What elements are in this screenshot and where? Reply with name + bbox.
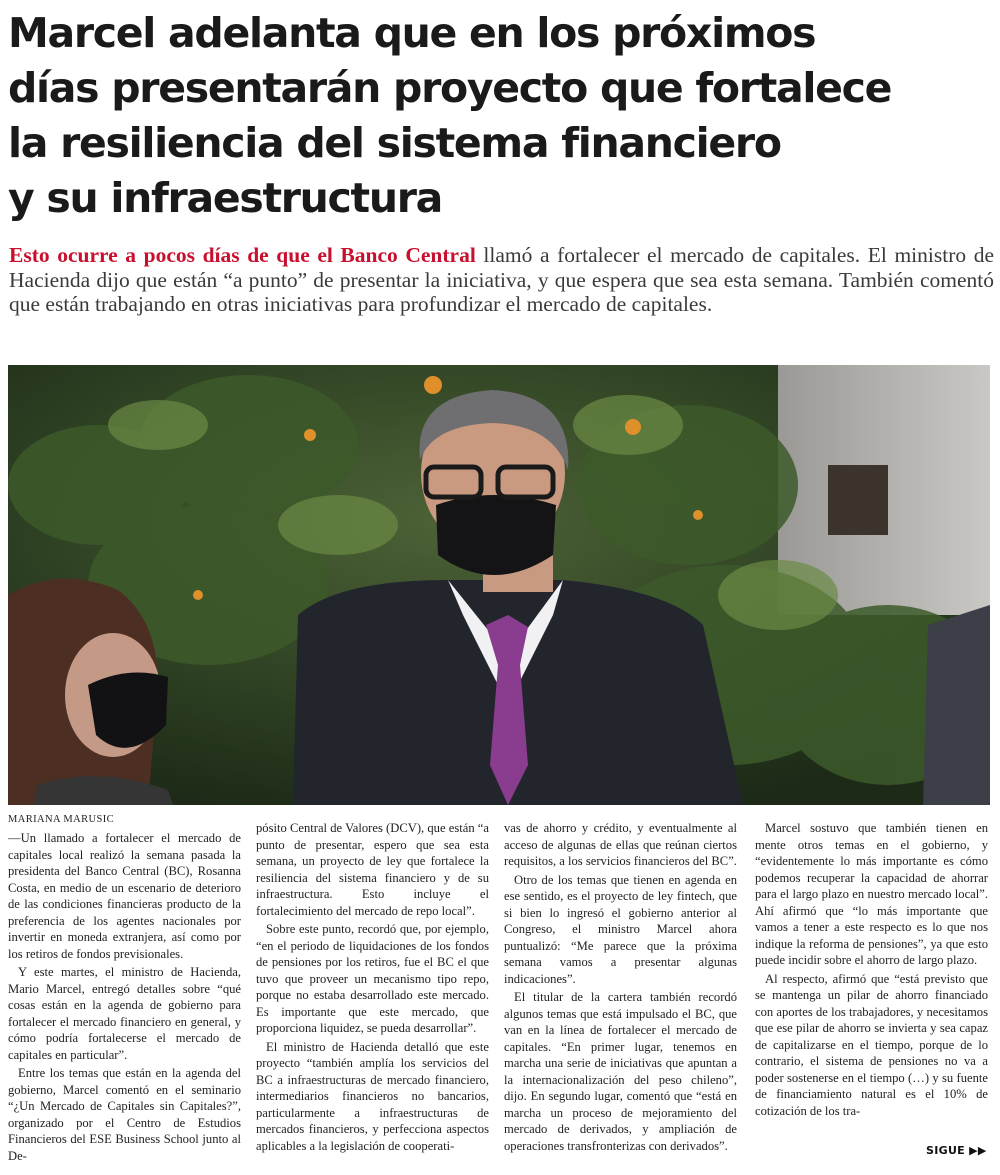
paragraph: Al respecto, afirmó que “está previsto que se mantenga un pilar de ahorro financiado con aportes de los trabajadores, y necesitamos que ese pilar de ahorro se invierta y sea capaz de capitalizarse en el tiempo, porque de lo contrario, el sistema de pensiones no va a poder sostenerse en el tiempo (…) y su fuente de financiamiento natural es el 10% de cotización de los tra- <box>755 971 988 1118</box>
headline-line: y su infraestructura <box>8 174 443 222</box>
article-photo <box>8 365 990 805</box>
paragraph: Sobre este punto, recordó que, por ejemplo, “en el periodo de liquidaciones de los fondos de pensiones por los retiros, fue el BC el que tuvo que proveer un mecanismo tipo repo, porque no estaba desarrollado este mercado. Es importante que este mercado, que proporciona liquidez, se pueda desarrollar”. <box>256 922 489 1035</box>
continued-label: SIGUE ▶▶ <box>926 1144 987 1157</box>
paragraph: vas de ahorro y crédito, y eventualmente al acceso de algunas de ellas que reúnan ciertos requisitos, a los servicios financieros del BC”. <box>504 821 737 868</box>
paragraph: El titular de la cartera también recordó algunos temas que está impulsado el BC, que van en la línea de fortalecer el mercado de capitales. “En primer lugar, tenemos en marcha una serie de iniciativas que apuntan a la internacionalización del peso chileno”, dijo. En segundo lugar, comentó que “está en marcha un proceso de mejoramiento del mercado de derivados, y ampliación de operaciones transfronterizas con derivados”. <box>504 990 737 1153</box>
byline: MARIANA MARUSIC <box>8 814 115 825</box>
paragraph: Entre los temas que están en la agenda del gobierno, Marcel comentó en el seminario “¿Un Mercado de Capitales sin Capitales?”, organizado por el Centro de Estudios Financieros del ESE Business School junto al De- <box>8 1066 241 1163</box>
headline-line: Marcel adelanta que en los próximos <box>8 9 816 57</box>
paragraph: Otro de los temas que tienen en agenda en ese sentido, es el proyecto de ley fintech, que si bien lo ingresó el gobierno anterior al Congreso, el ministro Marcel ahora puntualizó: “Me parece que la próxima semana vamos a presentar algunas indicaciones”. <box>504 872 737 986</box>
lead-highlight: Esto ocurre a pocos días de que el Banco Central <box>9 243 476 267</box>
article-column-1 <box>8 830 241 1164</box>
headline <box>8 6 988 226</box>
lead-paragraph <box>9 243 994 317</box>
article-column-2 <box>256 820 489 1154</box>
paragraph: Y este martes, el ministro de Hacienda, Mario Marcel, entregó detalles sobre “qué cosas están en la agenda de gobierno para fortalecer el mercado financiero en general, y cómo podría fortalecerse el mercado de capitales en particular”. <box>8 965 241 1062</box>
article-column-4 <box>755 820 988 1119</box>
lead-text: llamó a fortalecer el mercado de capitales. El ministro de Hacienda dijo que están “a punto” de presentar la iniciativa, y que espera que sea esta semana. También comentó que están trabajando en otras iniciativas para profundizar el mercado de capitales. <box>9 243 994 316</box>
headline-line: la resiliencia del sistema financiero <box>8 119 781 167</box>
article-column-3 <box>504 820 737 1154</box>
paragraph: Marcel sostuvo que también tienen en mente otros temas en el gobierno, y “evidentemente lo más importante es cómo podemos recuperar la capacidad de ahorrar para el largo plazo en nuestro mercado local”. Ahí afirmó que “lo más importante que vamos a tener a este respecto es lo que nos indique la reforma de pensiones”, ya que esto puede incidir sobre el ahorro de largo plazo. <box>755 821 988 967</box>
paragraph: pósito Central de Valores (DCV), que están “a punto de presentar, espero que sea esta semana, un proyecto de ley que fortalece la resiliencia del sistema financiero y de su infraestructura. Esto incluye el fortalecimiento del mercado de repo local”. <box>256 821 489 918</box>
headline-line: días presentarán proyecto que fortalece <box>8 64 892 112</box>
paragraph: El ministro de Hacienda detalló que este proyecto “también amplía los servicios del BC a infraestructuras de mercado financiero, intermediarios financieros no bancarios, particularmente a infraestructuras de mercados financieros, y perfecciona aspectos aplicables a la legislación de cooperati- <box>256 1039 489 1153</box>
paragraph: —Un llamado a fortalecer el mercado de capitales local realizó la semana pasada la presidenta del Banco Central (BC), Rosanna Costa, en medio de un escenario de deterioro de las condiciones financieras producto de la preferencia de los agentes nacionales por invertir en moneda extranjera, así como por los retiros de fondos previsionales. <box>8 831 241 961</box>
